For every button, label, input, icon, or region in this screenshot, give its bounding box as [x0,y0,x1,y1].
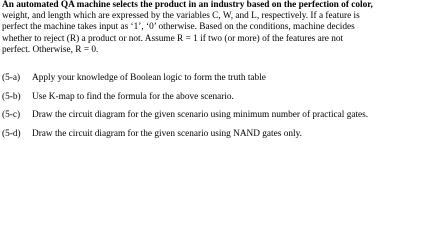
task-text: Draw the circuit diagram for the given scenario using minimum number of practical gates. [32,110,369,121]
task-item-5a [2,73,434,84]
task-list [2,73,434,147]
task-text: Draw the circuit diagram for the given scenario using NAND gates only. [32,128,302,139]
problem-line: perfect. Otherwise, R = 0. [2,44,99,55]
task-item-5d [2,129,434,140]
task-item-5b [2,92,434,103]
problem-line: perfect the machine takes input as ‘1’, ‘0’ otherwise. Based on the conditions, machine decides [2,22,355,33]
problem-line: whether to reject (R) a product or not. Assume R = 1 if two (or more) of the features are not [2,33,344,44]
task-number: (5-a) [2,73,21,83]
problem-line: weight, and length which are expressed by the variables C, W, and L, respectively. If a feature is [2,11,360,22]
task-text: Apply your knowledge of Boolean logic to form the truth table [32,73,266,83]
task-number: (5-c) [2,110,21,121]
task-text: Use K-map to find the formula for the above scenario. [32,91,234,102]
problem-statement [2,0,434,56]
problem-line: An automated QA machine selects the product in an industry based on the perfection of color, [2,0,373,10]
task-number: (5-d) [2,128,21,139]
task-number: (5-b) [2,91,21,102]
task-item-5c [2,110,434,121]
